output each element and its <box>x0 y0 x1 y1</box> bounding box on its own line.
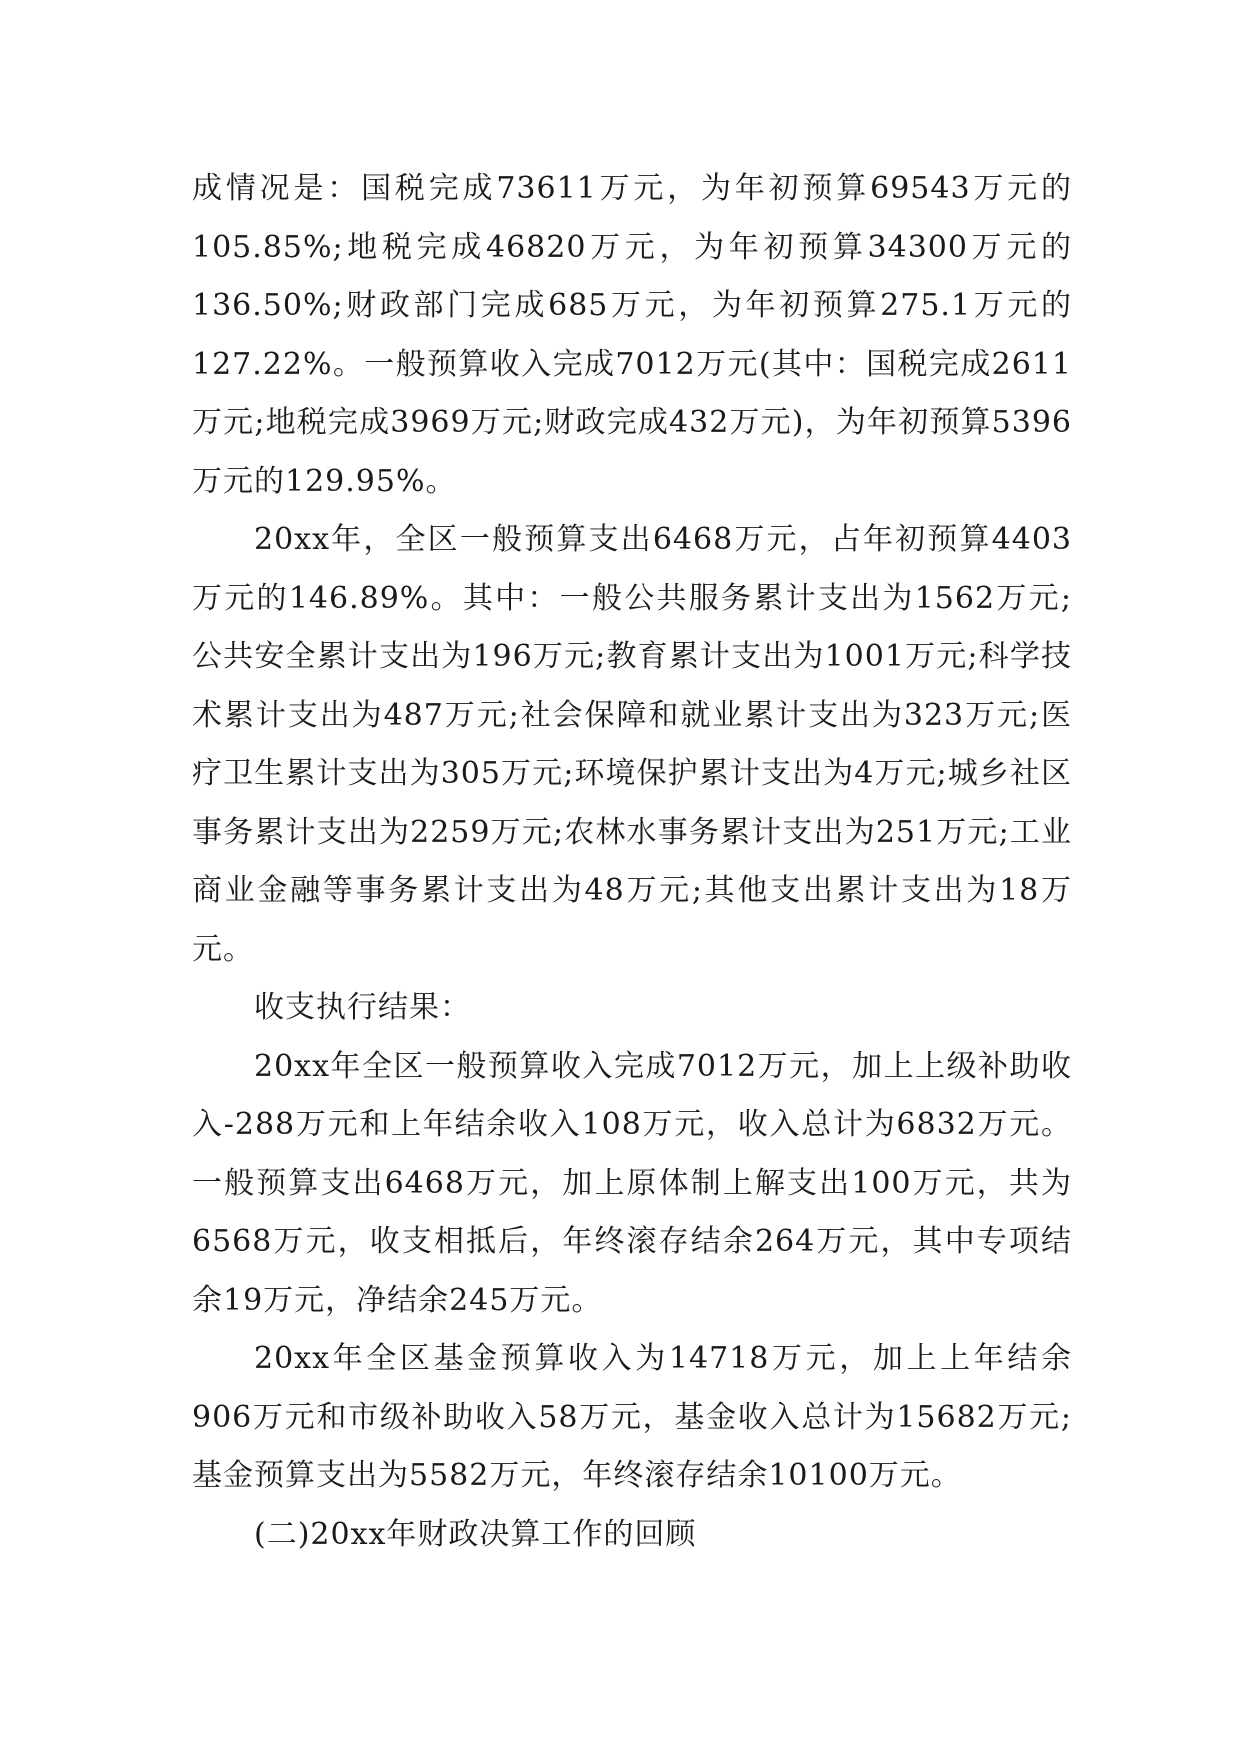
paragraph-execution-result-heading: 收支执行结果： <box>254 990 471 1025</box>
document-body <box>192 160 1072 1564</box>
paragraph-general-budget-balance: 20xx年全区一般预算收入完成7012万元，加上上级补助收入-288万元和上年结余收入108万元，收入总计为6832万元。一般预算支出6468万元，加上原体制上解支出100万元，共为6568万元，收支相抵后，年终滚存结余264万元，其中专项结余19万元，净结余245万元。 <box>192 1048 1072 1318</box>
paragraph-revenue-completion: 成情况是：国税完成73611万元，为年初预算69543万元的105.85%;地税完成46820万元，为年初预算34300万元的136.50%;财政部门完成685万元，为年初预算275.1万元的127.22%。一般预算收入完成7012万元(其中：国税完成2611万元;地税完成3969万元;财政完成432万元)，为年初预算5396万元的129.95%。 <box>192 171 1072 499</box>
section-heading-final-accounts-review: (二)20xx年财政决算工作的回顾 <box>254 1516 697 1552</box>
paragraph-general-budget-expenditure: 20xx年，全区一般预算支出6468万元，占年初预算4403万元的146.89%。其中：一般公共服务累计支出为1562万元;公共安全累计支出为196万元;教育累计支出为1001万元;科学技术累计支出为487万元;社会保障和就业累计支出为323万元;医疗卫生累计支出为305万元;环境保护累计支出为4万元;城乡社区事务累计支出为2259万元;农林水事务累计支出为251万元;工业商业金融等事务累计支出为48万元;其他支出累计支出为18万元。 <box>192 522 1072 967</box>
paragraph-fund-budget: 20xx年全区基金预算收入为14718万元，加上上年结余906万元和市级补助收入58万元，基金收入总计为15682万元;基金预算支出为5582万元，年终滚存结余10100万元。 <box>192 1341 1072 1493</box>
